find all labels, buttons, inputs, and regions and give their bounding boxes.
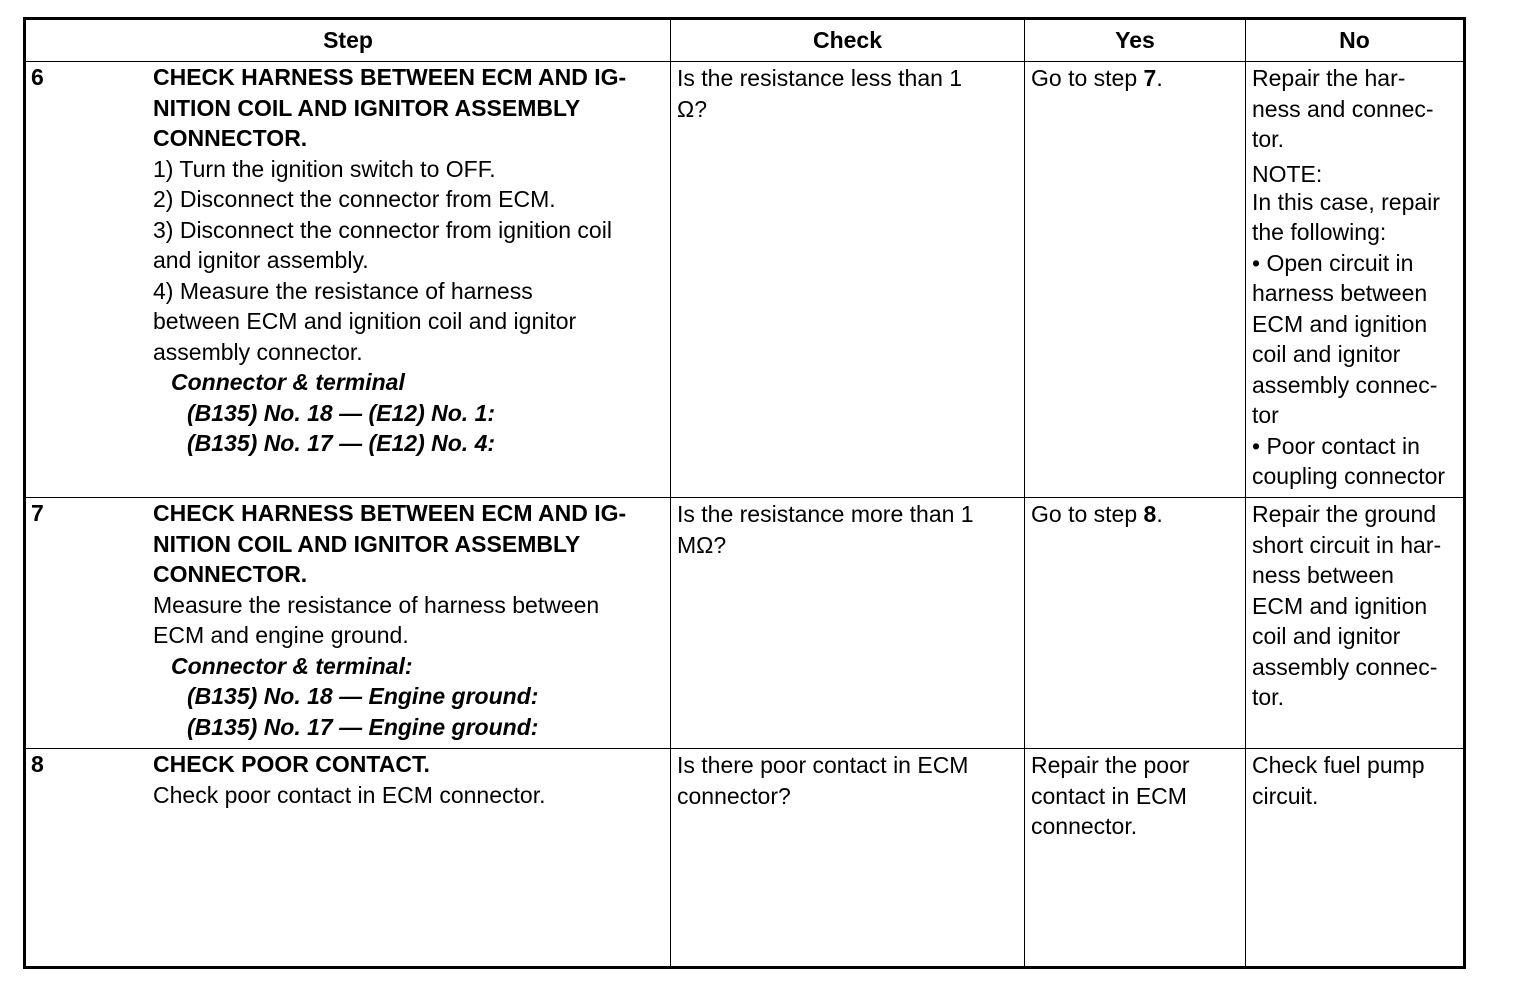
no-text: tor. [1252,126,1284,152]
yes-text [1025,62,1245,94]
check-text: connector? [677,782,791,809]
yes-cell [1025,498,1246,749]
note-text: coil and ignitor [1252,341,1401,367]
step-title-line: CONNECTOR. [153,561,308,587]
header-row [25,19,1465,62]
no-text: short circuit in har- [1252,531,1442,558]
step-cell [25,498,671,749]
step-instruction: and ignitor assembly. [153,247,369,273]
no-text: ness between [1252,562,1394,588]
note-text: tor [1252,402,1279,428]
step-number: 6 [31,64,44,90]
note-text: ECM and ignition [1252,310,1428,337]
no-text: circuit. [1252,782,1319,809]
note-bullet: • Poor contact in [1252,432,1420,459]
step-instruction: 3) Disconnect the connector from ignition coil [153,216,612,243]
table-row [25,749,1465,968]
step-number: 7 [31,500,44,526]
connector-terminal: (B135) No. 18 — (E12) No. 1: [187,399,496,426]
connector-title: Connector & terminal: [171,652,413,679]
yes-text: connector. [1031,813,1138,839]
yes-text: Repair the poor [1031,752,1190,778]
step-title-line: NITION COIL AND IGNITOR ASSEMBLY [153,94,581,121]
note-text: coupling connector [1252,463,1446,489]
check-text: Is there poor contact in ECM [677,752,969,778]
note-text: In this case, repair [1252,188,1440,215]
note-text: assembly connec- [1252,371,1438,398]
no-text: Check fuel pump [1252,752,1425,778]
check-text: MΩ? [677,531,727,558]
check-text: Is the resistance more than 1 [677,501,974,527]
yes-prefix: Go to step [1031,501,1144,527]
check-cell [671,62,1025,498]
troubleshooting-table [23,17,1466,969]
yes-cell [1025,749,1246,968]
no-text: ness and connec- [1252,95,1434,122]
connector-title: Connector & terminal [171,369,405,395]
no-text: ECM and ignition [1252,592,1428,619]
connector-terminal: (B135) No. 17 — (E12) No. 4: [187,430,496,456]
yes-suffix: . [1156,501,1163,527]
yes-step-ref: 8 [1143,501,1157,527]
step-title-line: CHECK HARNESS BETWEEN ECM AND IG- [153,64,627,90]
no-text: coil and ignitor [1252,623,1401,649]
connector-terminal: (B135) No. 18 — Engine ground: [187,683,539,709]
header-yes: Yes [1025,19,1246,62]
no-text: Repair the har- [1252,65,1406,91]
connector-terminal: (B135) No. 17 — Engine ground: [187,713,539,740]
note-title: NOTE: [1252,160,1323,187]
step-cell [25,62,671,498]
yes-suffix: . [1156,65,1163,91]
step-instruction: assembly connector. [153,338,363,365]
check-cell [671,498,1025,749]
yes-cell [1025,62,1246,498]
yes-prefix: Go to step [1031,65,1144,91]
step-instruction: 4) Measure the resistance of harness [153,277,533,304]
table-row [25,62,1465,498]
step-title-line: CHECK HARNESS BETWEEN ECM AND IG- [153,500,627,526]
step-title-line: CONNECTOR. [153,125,308,151]
step-number: 8 [31,751,44,777]
check-cell [671,749,1025,968]
step-instruction: 2) Disconnect the connector from ECM. [153,186,556,212]
no-cell [1246,62,1465,498]
step-cell [25,749,671,968]
yes-text [1025,498,1245,530]
step-instruction: Measure the resistance of harness between [153,591,600,618]
step-instruction: between ECM and ignition coil and ignitor [153,308,577,334]
header-no: No [1246,19,1465,62]
step-instruction: Check poor contact in ECM connector. [153,781,546,808]
header-step: Step [25,19,671,62]
note-text: the following: [1252,219,1387,245]
check-text: Ω? [677,95,707,122]
check-text: Is the resistance less than 1 [677,65,963,91]
step-title-line: CHECK POOR CONTACT. [153,751,430,777]
yes-text: contact in ECM [1031,782,1187,809]
no-text: tor. [1252,684,1284,710]
note-text: harness between [1252,280,1428,306]
note-bullet: • Open circuit in [1252,249,1414,276]
step-title-line: NITION COIL AND IGNITOR ASSEMBLY [153,530,581,557]
no-text: assembly connec- [1252,653,1438,680]
step-instruction: 1) Turn the ignition switch to OFF. [153,155,496,182]
step-instruction: ECM and engine ground. [153,622,409,648]
table-row [25,498,1465,749]
no-cell [1246,749,1465,968]
header-check: Check [671,19,1025,62]
yes-step-ref: 7 [1143,65,1157,91]
no-cell [1246,498,1465,749]
no-text: Repair the ground [1252,501,1437,527]
